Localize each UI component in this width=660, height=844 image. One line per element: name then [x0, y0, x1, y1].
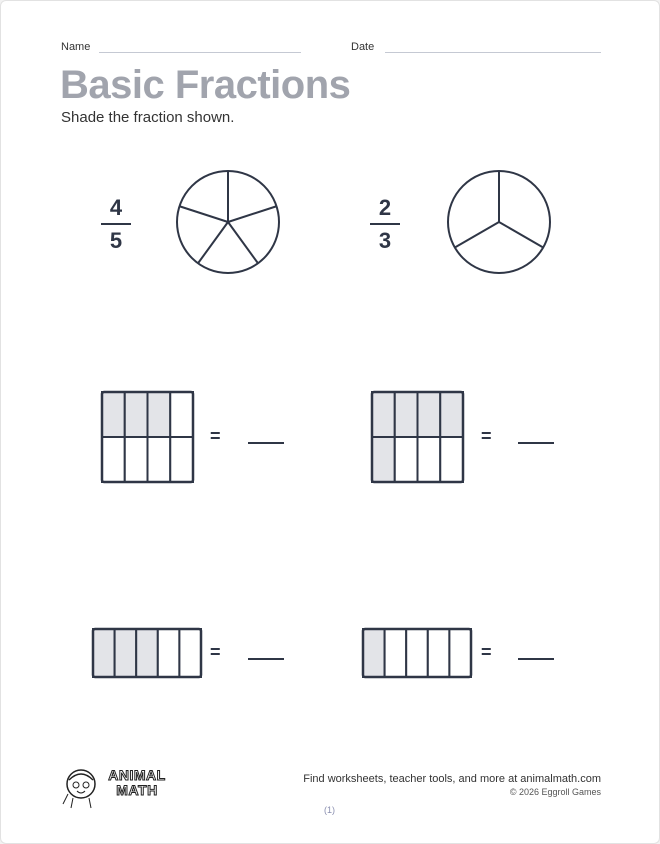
grid-cell[interactable]: [418, 437, 441, 482]
strip-cell[interactable]: [449, 629, 471, 677]
grid-cell[interactable]: [395, 437, 418, 482]
shaded-cell[interactable]: [148, 392, 171, 437]
shaded-cell[interactable]: [125, 392, 148, 437]
instructions: Shade the fraction shown.: [61, 109, 235, 126]
grid-cell[interactable]: [125, 437, 148, 482]
answer-blank[interactable]: [248, 658, 284, 660]
shaded-cell[interactable]: [136, 629, 158, 677]
page-number: (1): [324, 805, 335, 815]
name-field[interactable]: [99, 52, 301, 53]
grid-cell[interactable]: [102, 437, 125, 482]
date-label: Date: [351, 41, 375, 53]
fraction-bar: [101, 223, 131, 225]
equals-sign: =: [481, 642, 492, 662]
answer-blank[interactable]: [518, 658, 554, 660]
page-title: Basic Fractions: [60, 63, 351, 107]
shaded-cell[interactable]: [102, 392, 125, 437]
grid-cell[interactable]: [440, 437, 463, 482]
strip-cell[interactable]: [428, 629, 450, 677]
denominator: 5: [109, 228, 123, 253]
numerator: 2: [378, 195, 392, 220]
shaded-cell[interactable]: [395, 392, 418, 437]
shaded-cell[interactable]: [93, 629, 115, 677]
strip-cell[interactable]: [179, 629, 201, 677]
shaded-cell[interactable]: [115, 629, 137, 677]
denominator: 3: [378, 228, 392, 253]
equals-sign: =: [210, 642, 221, 662]
answer-blank[interactable]: [248, 442, 284, 444]
shaded-cell[interactable]: [440, 392, 463, 437]
logo-text: ANIMAL MATH: [108, 767, 166, 798]
grid-cell[interactable]: [170, 392, 193, 437]
date-field[interactable]: [385, 52, 601, 53]
equals-sign: =: [210, 426, 221, 446]
equals-sign: =: [481, 426, 492, 446]
grid-cell[interactable]: [170, 437, 193, 482]
fraction-strip: [1, 1, 2, 2]
grid-cell[interactable]: [148, 437, 171, 482]
strip-cell[interactable]: [385, 629, 407, 677]
strip-cell[interactable]: [158, 629, 180, 677]
shaded-cell[interactable]: [363, 629, 385, 677]
name-label: Name: [61, 41, 91, 53]
answer-blank[interactable]: [518, 442, 554, 444]
strip-cell[interactable]: [406, 629, 428, 677]
promo-text: Find worksheets, teacher tools, and more at animalmath.com: [303, 773, 601, 785]
shaded-cell[interactable]: [372, 437, 395, 482]
numerator: 4: [109, 195, 123, 220]
shaded-cell[interactable]: [418, 392, 441, 437]
copyright: © 2026 Eggroll Games: [509, 787, 601, 797]
fraction-bar: [370, 223, 400, 225]
mascot-icon: [63, 766, 103, 810]
shaded-cell[interactable]: [372, 392, 395, 437]
